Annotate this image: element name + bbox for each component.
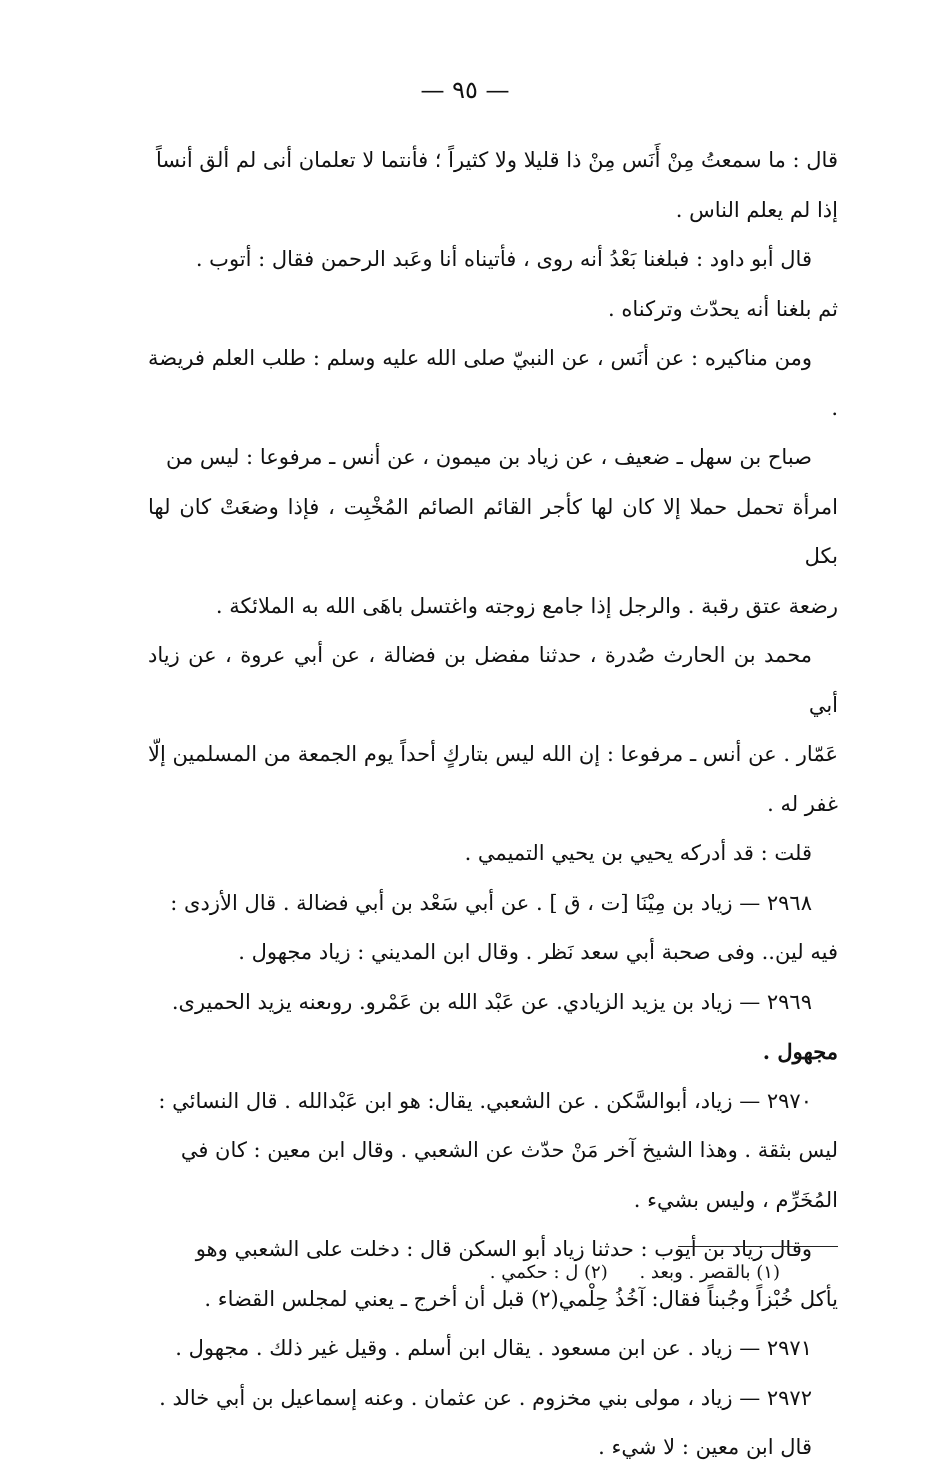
entry-line: ٢٩٧٢ — زياد ، مولى بني مخزوم . عن عثمان . وعنه إسماعيل بن أبي خالد . <box>159 1385 812 1410</box>
text-line: صباح بن سهل ـ ضعيف ، عن زياد بن ميمون ، عن أنس ـ مرفوعا : ليس من <box>165 445 812 469</box>
text-line: قلت : قد أدركه يحيي بن يحيي التميمي . <box>464 841 812 865</box>
text-line: عَمّار . عن أنس ـ مرفوعا : إن الله ليس بتاركٍ أحداً يوم الجمعة من المسلمين إلّا غفر له . <box>148 742 838 816</box>
text-line: وقال زياد بن أيوب : حدثنا زياد أبو السكن قال : دخلت على الشعبي وهو <box>195 1237 812 1261</box>
text-line: امرأة تحمل حملا إلا كان لها كأجر القائم الصائم المُخْبِت ، فإذا وضعَتْ كان لها بكل <box>148 494 838 568</box>
footnotes <box>148 1256 780 1290</box>
text-line: قال أبو داود : فبلغنا بَعْدُ أنه روى ، فأتيناه أنا وعَبد الرحمن فقال : أتوب . <box>195 247 812 271</box>
text-line: ومن مناكيره : عن أنَس ، عن النبيّ صلى الله عليه وسلم : طلب العلم فريضة . <box>148 346 838 420</box>
text-line: المُخَرِّم ، وليس بشيء . <box>633 1187 838 1212</box>
footnote-1: (١) بالقصر . وبعد . <box>639 1262 780 1283</box>
entry-line: ٢٩٦٨ — زياد بن مِيْنَا [ت ، ق ] . عن أبي سَعْد بن أبي فضالة . قال الأزدى : <box>170 890 812 915</box>
text-line: ثم بلغنا أنه يحدّث وتركناه . <box>608 296 838 321</box>
text-line: قال ابن معين : لا شيء . <box>598 1435 812 1459</box>
entry-line: ٢٩٧٠ — زياد، أبوالسَّكن . عن الشعبي. يقال: هو ابن عَبْدالله . قال النسائي : <box>158 1088 812 1113</box>
text-line: قال : ما سمعتُ مِنْ أَنَس مِنْ ذا قليلا ولا كثيراً ؛ فأنتما لا تعلمان أنى لم ألق أنساً <box>155 148 838 172</box>
text-line: رضعة عتق رقبة . والرجل إذا جامع زوجته واغتسل باهَى الله به الملائكة . <box>215 593 838 618</box>
text-line: يأكل خُبْزاً وجُبناً فقال: آخُذُ حِلْمي(٢) قبل أن أخرج ـ يعني لمجلس القضاء . <box>204 1286 838 1311</box>
text-line: فيه لين.. وفى صحبة أبي سعد نَظر . وقال ابن المديني : زياد مجهول . <box>238 940 838 964</box>
text-line: إذا لم يعلم الناس . <box>675 197 838 222</box>
entry-line: ٢٩٦٩ — زياد بن يزيد الزيادي. عن عَبْد الله بن عَمْرو. روىعنه يزيد الحميرى. <box>171 989 812 1014</box>
footnote-divider <box>678 1246 838 1247</box>
footnote-2: (٢) ل : حكمي . <box>489 1262 608 1283</box>
text-line: محمد بن الحارث صُدرة ، حدثنا مفضل بن فضالة ، عن أبي عروة ، عن زياد أبي <box>148 643 838 717</box>
text-line: مجهول . <box>762 1039 838 1064</box>
entry-line: ٢٩٧١ — زياد . عن ابن مسعود . يقال ابن أسلم . وقيل غير ذلك . مجهول . <box>175 1336 812 1360</box>
page-number: — ٩٥ — <box>420 76 510 104</box>
text-line: ليس بثقة . وهذا الشيخ آخر مَنْ حدّث عن الشعبي . وقال ابن معين : كان في <box>180 1138 838 1162</box>
